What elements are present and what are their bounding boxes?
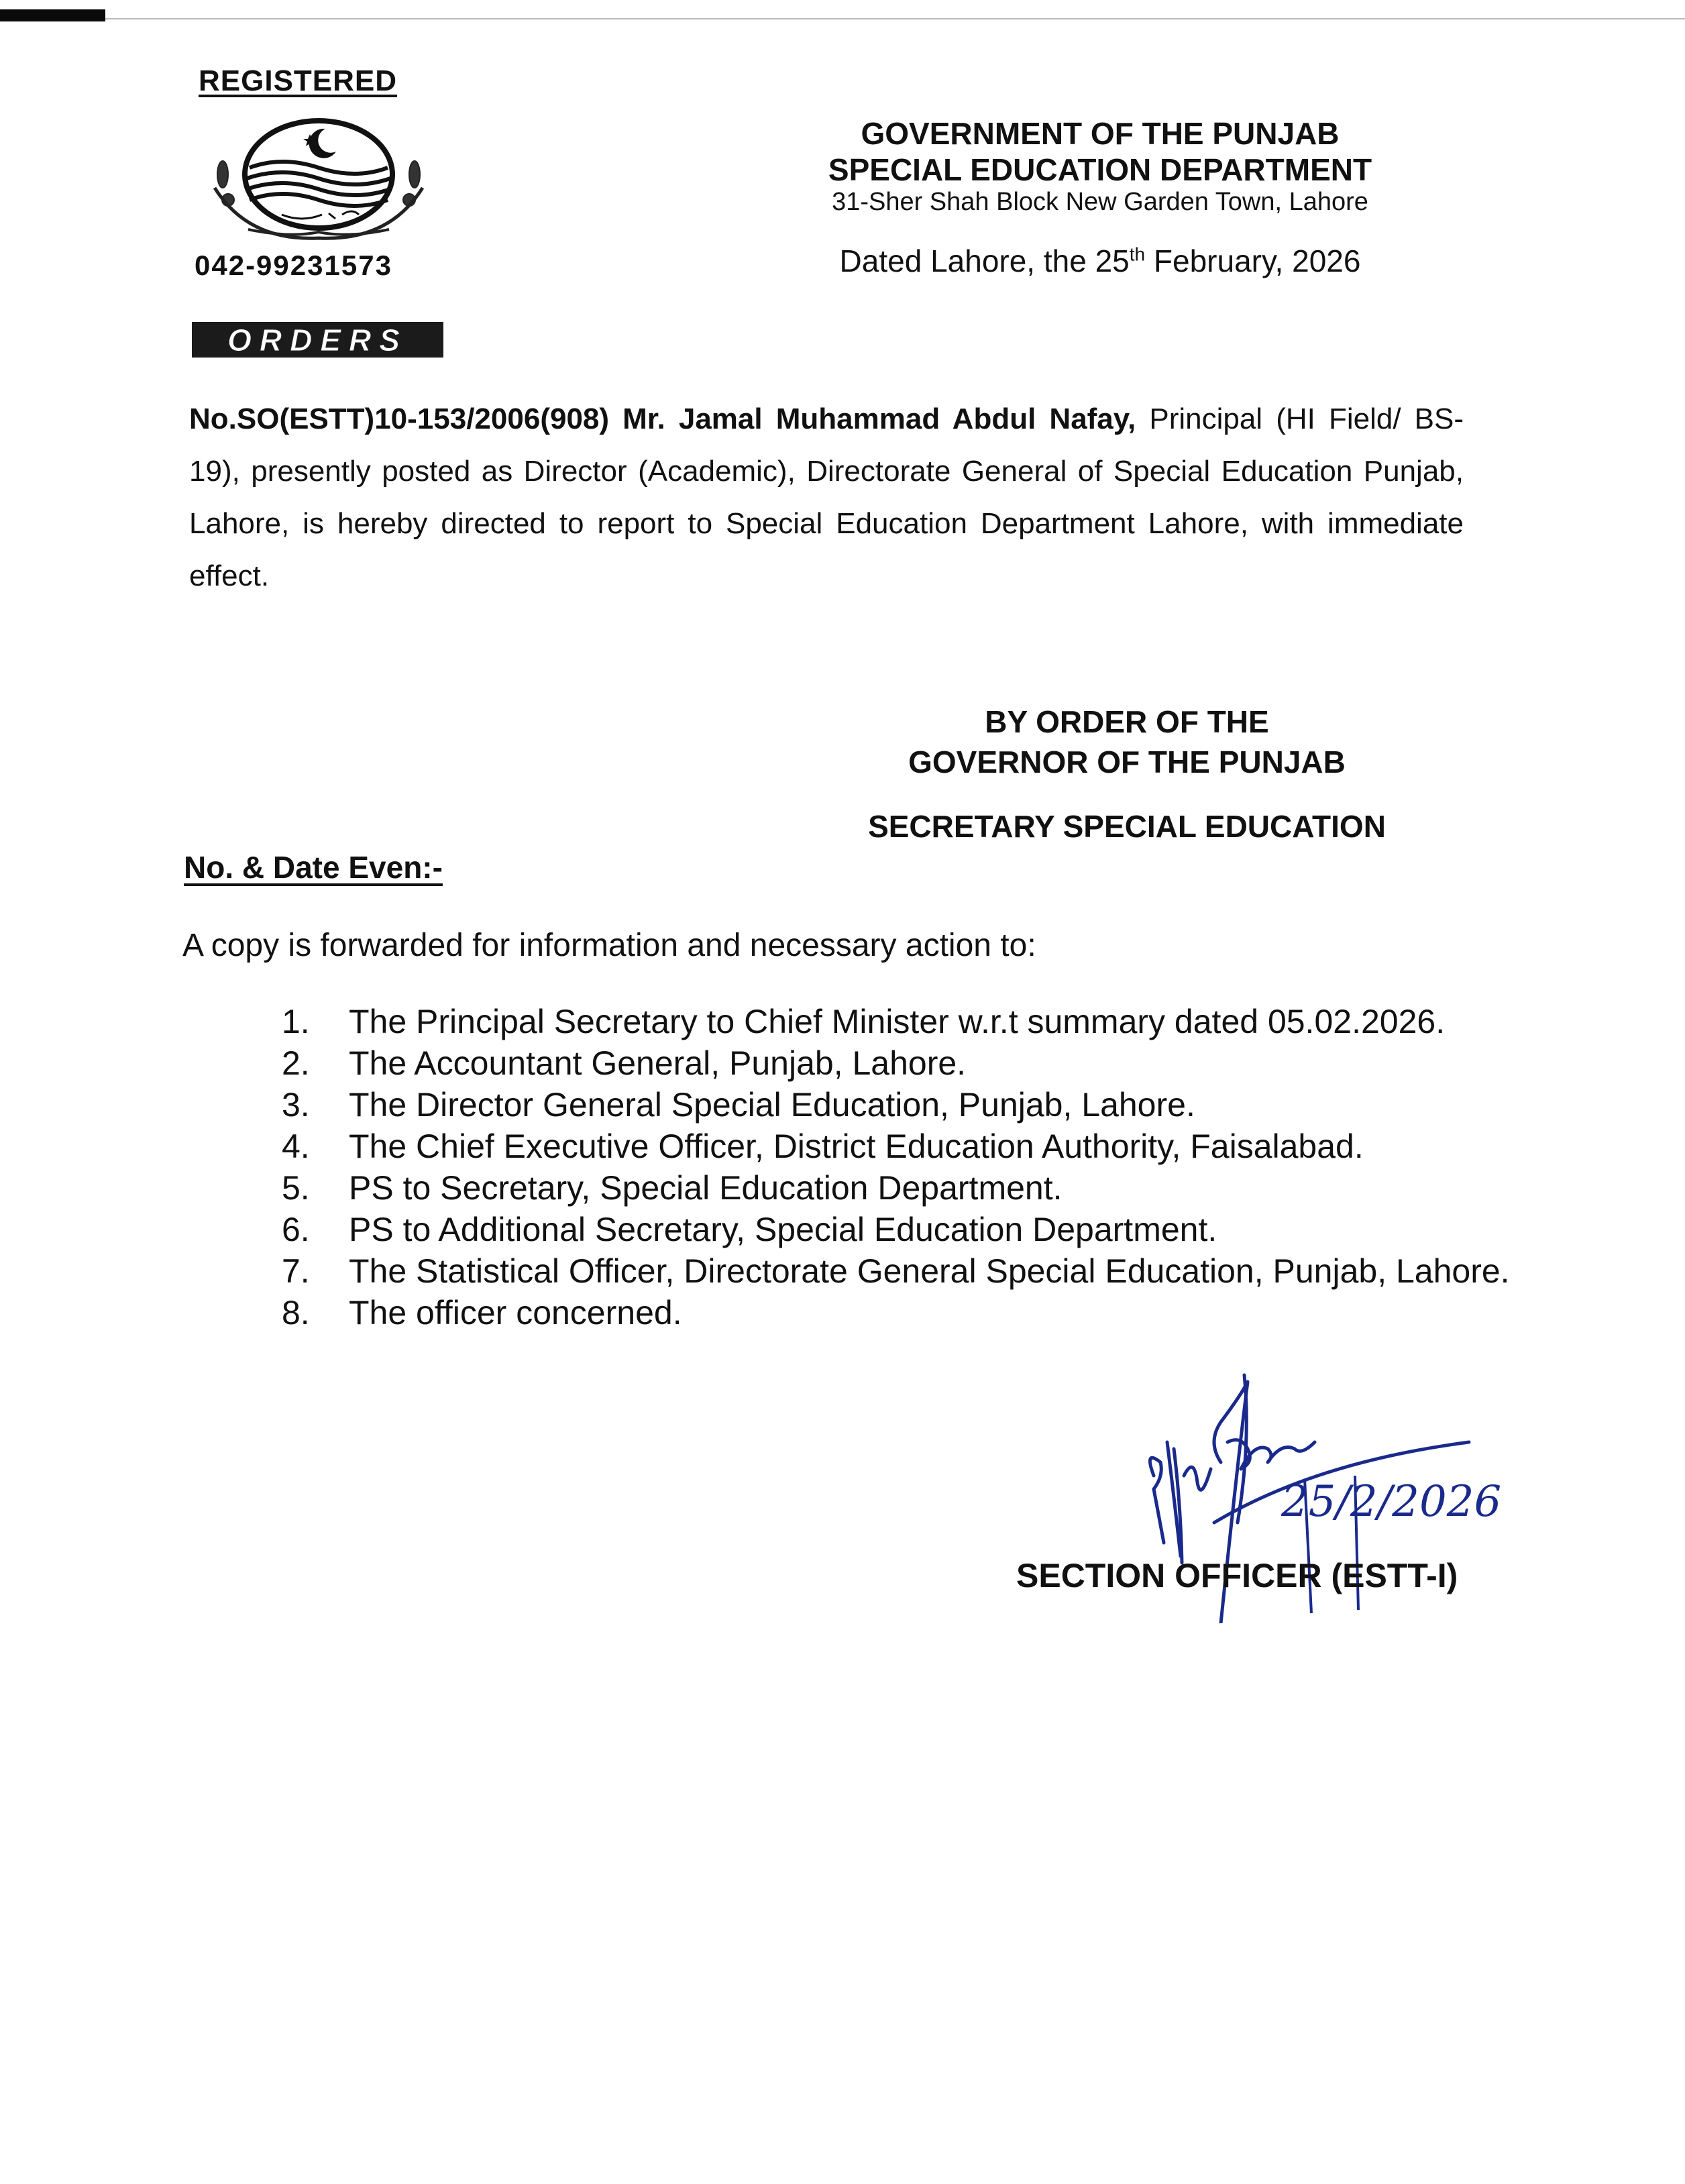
date-prefix: Dated Lahore, the 25	[839, 243, 1130, 278]
list-item	[282, 1001, 1556, 1042]
scan-edge-line	[105, 18, 1685, 19]
list-item-number: 4.	[282, 1128, 310, 1165]
list-item-text: The Chief Executive Officer, District Education Authority, Faisalabad.	[349, 1128, 1364, 1165]
authority-line-1: BY ORDER OF THE	[985, 704, 1269, 739]
list-item	[282, 1209, 1556, 1250]
department-name: SPECIAL EDUCATION DEPARTMENT	[828, 152, 1372, 187]
list-item-text: The Director General Special Education, Punjab, Lahore.	[349, 1086, 1195, 1124]
list-item-number: 5.	[282, 1169, 310, 1207]
authority-block	[792, 702, 1462, 782]
list-item-text: The officer concerned.	[349, 1294, 682, 1331]
list-item-number: 8.	[282, 1294, 310, 1331]
endorsement-heading: No. & Date Even:-	[184, 850, 443, 885]
date-ordinal: th	[1129, 243, 1146, 265]
department-address: 31-Sher Shah Block New Garden Town, Lahore	[832, 188, 1368, 216]
list-item-text: PS to Secretary, Special Education Department.	[349, 1169, 1063, 1207]
handwritten-date: 25/2/2026	[1281, 1477, 1502, 1527]
officer-name: Mr. Jamal Muhammad Abdul Nafay,	[622, 402, 1136, 435]
order-paragraph	[189, 393, 1464, 602]
order-reference-number: No.SO(ESTT)10-153/2006(908)	[189, 402, 610, 435]
list-item-number: 6.	[282, 1211, 310, 1248]
endorsement-intro: A copy is forwarded for information and necessary action to:	[182, 928, 1036, 963]
scan-edge-mark	[0, 9, 105, 21]
list-item	[282, 1292, 1556, 1333]
list-item-number: 1.	[282, 1003, 310, 1040]
secretary-signatory: SECRETARY SPECIAL EDUCATION	[868, 809, 1386, 844]
list-item	[282, 1250, 1556, 1292]
distribution-list	[282, 1001, 1556, 1333]
order-body-text: Principal (HI Field/ BS-19), presently posted as Director (Academic), Directorate General of Special Education Punjab, Lahore, is hereby directed to report to Special Education Department Lahore, with immediate effect.	[189, 402, 1464, 592]
list-item-text: The Accountant General, Punjab, Lahore.	[349, 1044, 967, 1082]
punjab-emblem-icon	[208, 114, 429, 255]
date-rest: February, 2026	[1145, 243, 1361, 278]
list-item-text: PS to Additional Secretary, Special Education Department.	[349, 1211, 1217, 1248]
orders-banner	[192, 322, 443, 358]
list-item-number: 7.	[282, 1252, 310, 1290]
authority-line-2: GOVERNOR OF THE PUNJAB	[908, 745, 1346, 779]
list-item	[282, 1126, 1556, 1167]
registered-label: REGISTERED	[199, 64, 398, 97]
list-item	[282, 1042, 1556, 1084]
list-item	[282, 1084, 1556, 1126]
list-item-number: 2.	[282, 1044, 310, 1082]
date-line	[765, 243, 1435, 279]
government-name: GOVERNMENT OF THE PUNJAB	[861, 116, 1340, 151]
letterhead-title	[765, 115, 1435, 188]
list-item-text: The Statistical Officer, Directorate General Special Education, Punjab, Lahore.	[349, 1252, 1510, 1290]
list-item-text: The Principal Secretary to Chief Minister w.r.t summary dated 05.02.2026.	[349, 1003, 1446, 1040]
section-officer-designation: SECTION OFFICER (ESTT-I)	[1016, 1557, 1458, 1594]
list-item-number: 3.	[282, 1086, 310, 1124]
list-item	[282, 1167, 1556, 1209]
orders-banner-text: ORDERS	[227, 322, 408, 358]
phone-number: 042-99231573	[195, 250, 392, 281]
